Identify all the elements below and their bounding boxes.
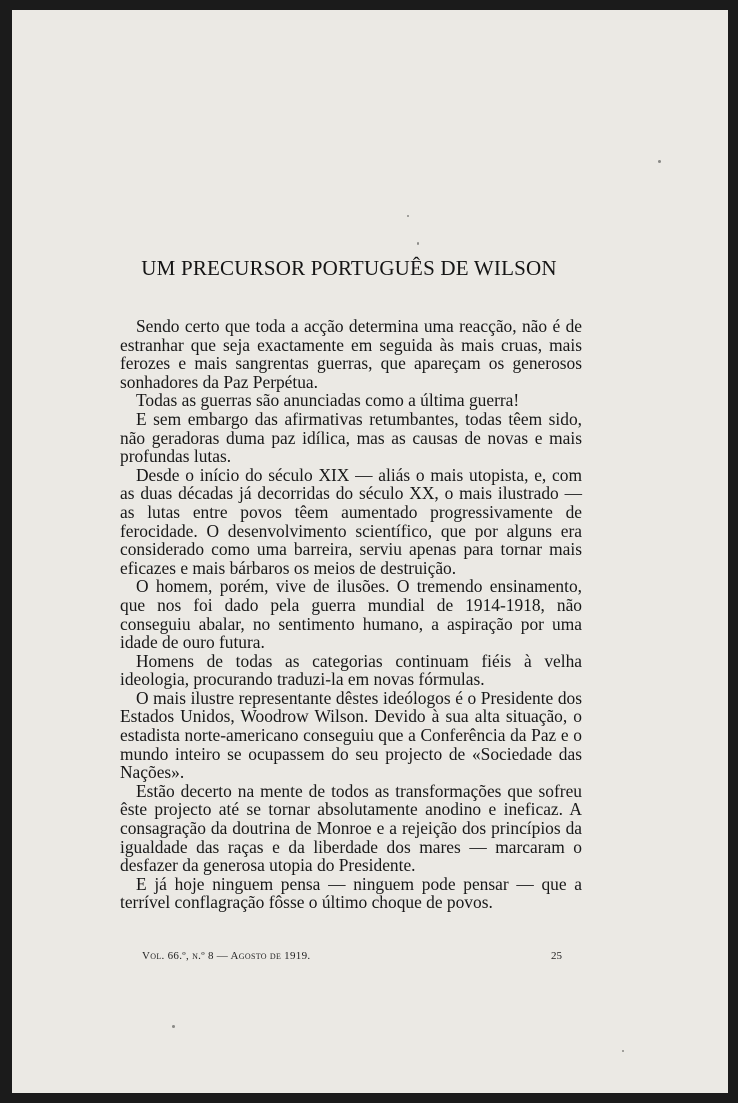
paragraph-4: Desde o início do século XIX — aliás o mais utopista, e, com as duas décadas já decorridas do século XX, o mais ilustrado — as lutas entre povos têem aumentado progressivamente de ferocidade. O desenvolvimento scientífico, que por alguns era considerado como uma barreira, serviu apenas para tornar mais eficazes e mais bárbaros os meios de destruição.: [120, 464, 582, 578]
scan-speck: [622, 1050, 624, 1052]
article-title: UM PRECURSOR PORTUGUÊS DE WILSON: [141, 256, 557, 280]
journal-citation: Vol. 66.º, n.º 8 — Agosto de 1919.: [142, 950, 311, 962]
paragraph-9: E já hoje ninguem pensa — ninguem pode pensar — que a terrível conflagração fôsse o último choque de povos.: [120, 873, 582, 913]
paragraph-3: E sem embargo das afirmativas retumbantes, todas têem sido, não geradoras duma paz idílica, mas as causas de novas e mais profundas lutas.: [120, 408, 582, 467]
scanned-page: [12, 10, 728, 1093]
scan-speck: [417, 242, 419, 245]
paragraph-8: Estão decerto na mente de todos as transformações que sofreu êste projecto até se tornar absolutamente anodino e ineficaz. A consagração da doutrina de Monroe e a rejeição dos princípios da igualdade das raças e da liberdade dos mares — marcaram o desfazer da generosa utopia do Presidente.: [120, 780, 582, 876]
paragraph-6: Homens de todas as categorias continuam fiéis à velha ideologia, procurando traduzi-la em novas fórmulas.: [120, 650, 582, 690]
scan-speck: [172, 1025, 175, 1028]
page-number: 25: [551, 950, 562, 962]
article-body: [120, 317, 582, 912]
paragraph-7: O mais ilustre representante dêstes ideólogos é o Presidente dos Estados Unidos, Woodrow Wilson. Devido à sua alta situação, o estadista norte-americano conseguiu que a Conferência da Paz e o mundo inteiro se ocupassem do seu projecto de «Sociedade das Nações».: [120, 687, 582, 783]
paragraph-1: Sendo certo que toda a acção determina uma reacção, não é de estranhar que seja exactamente em seguida às mais cruas, mais ferozes e mais sangrentas guerras, que apareçam os generosos sonhadores da Paz Perpétua.: [120, 316, 582, 392]
scan-speck: [407, 215, 409, 217]
paragraph-2: Todas as guerras são anunciadas como a última guerra!: [136, 390, 520, 411]
scan-speck: [658, 160, 661, 163]
paragraph-5: O homem, porém, vive de ilusões. O tremendo ensinamento, que nos foi dado pela guerra mundial de 1914-1918, não conseguiu abalar, no sentimento humano, a aspiração por uma idade de ouro futura.: [120, 576, 582, 653]
page-footer: [142, 950, 562, 962]
